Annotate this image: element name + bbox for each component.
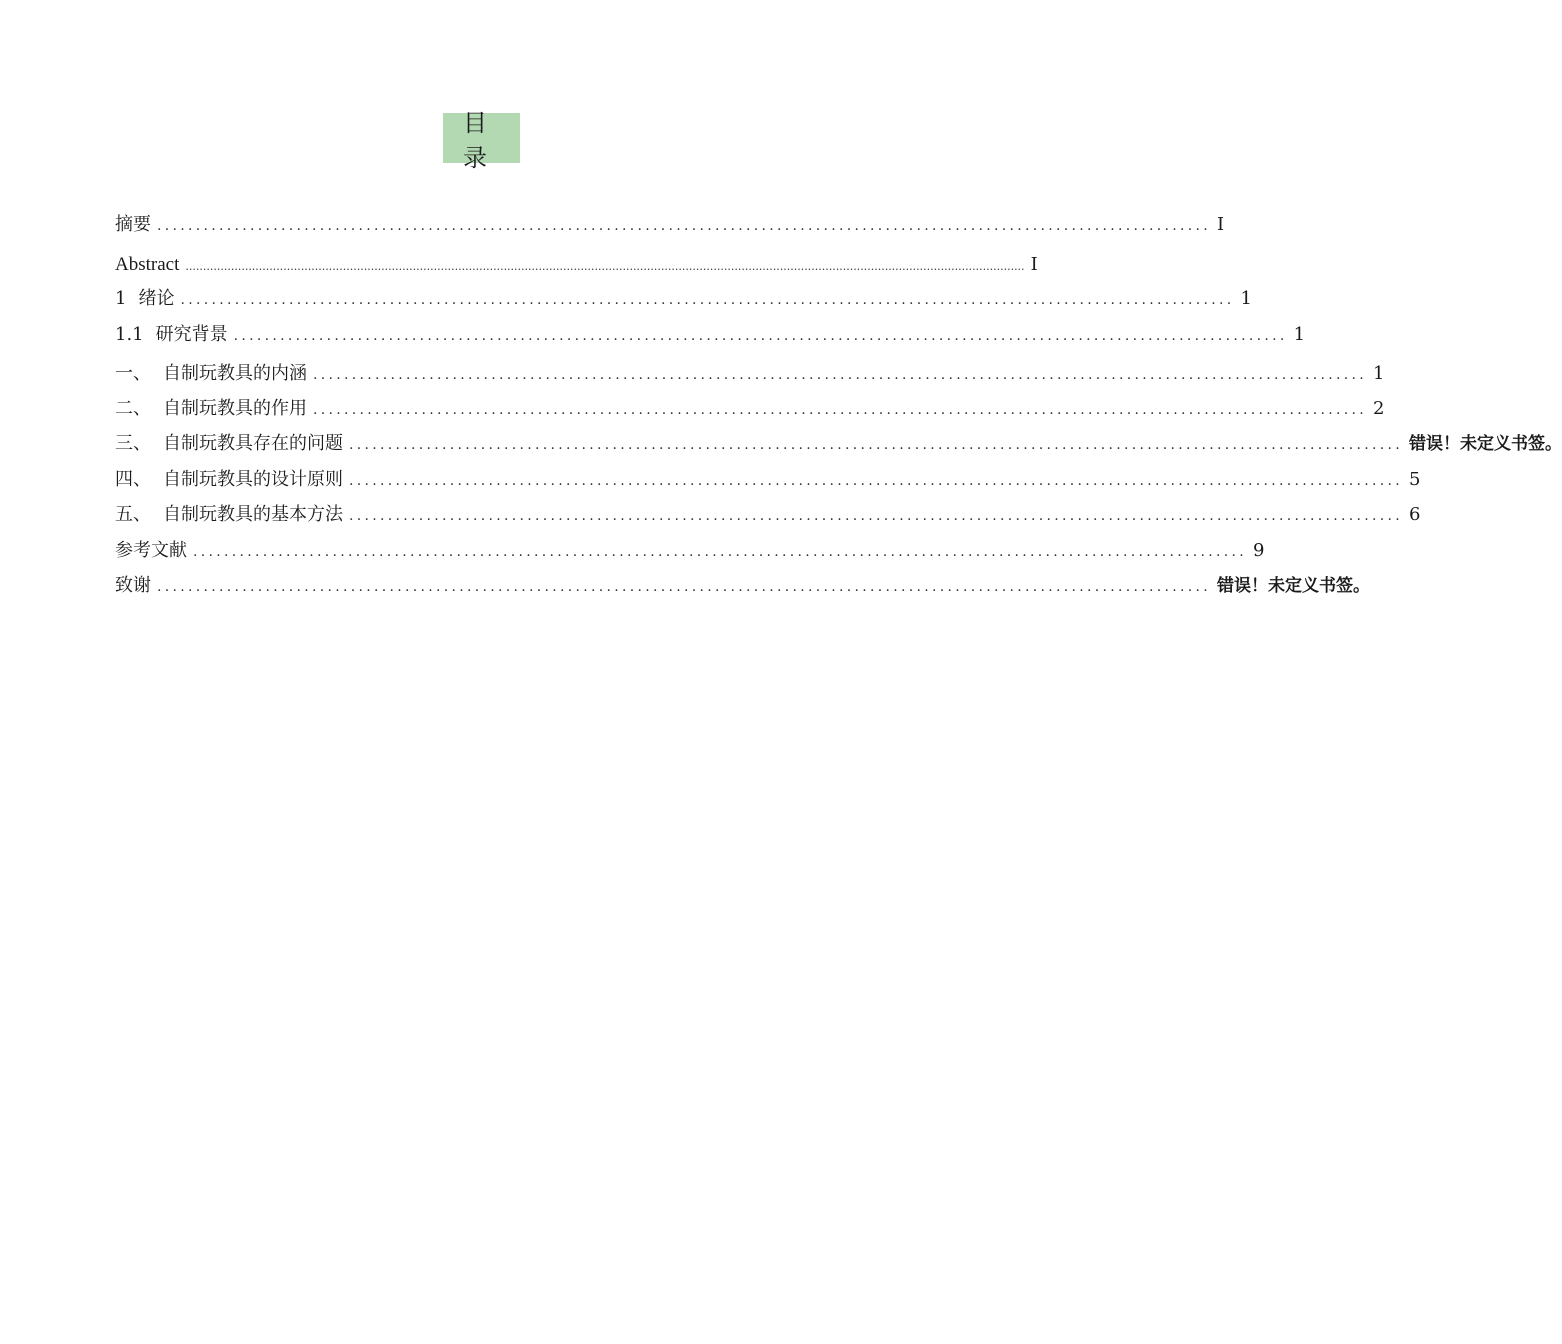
toc-title: 目 录 xyxy=(443,113,520,163)
toc-entry-design-principles[interactable] xyxy=(115,468,1421,492)
dot-leader: ........................................................................................................................................ xyxy=(233,328,1288,344)
toc-entry-number: 三、 xyxy=(115,433,151,454)
toc-entry-references[interactable] xyxy=(115,539,1265,563)
toc-entry-label: 致谢 xyxy=(115,575,151,596)
toc-entry-function[interactable] xyxy=(115,397,1385,421)
toc-entry-abstract[interactable] xyxy=(115,253,1038,277)
dot-leader: ........................................................................................................................................ xyxy=(313,367,1368,383)
toc-entry-background[interactable] xyxy=(115,323,1306,347)
toc-entry-number: 五、 xyxy=(115,504,151,525)
dot-leader: ........................................................................................................................................ xyxy=(349,508,1404,524)
toc-entry-page: 9 xyxy=(1253,540,1265,561)
toc-entry-label: 摘要 xyxy=(115,214,151,235)
toc-entry-label: 自制玩教具的基本方法 xyxy=(163,504,343,525)
toc-entry-page: 1 xyxy=(1293,324,1306,345)
toc-entry-page-error: 错误！未定义书签。 xyxy=(1409,434,1562,454)
toc-entry-page: 2 xyxy=(1373,398,1385,419)
toc-entry-label: 自制玩教具的内涵 xyxy=(163,363,307,384)
toc-entry-acknowledgements[interactable] xyxy=(115,574,1371,598)
dot-leader: ........................................................................................................................................ xyxy=(180,292,1235,308)
dot-leader: ................................................................................................................................................................................................................................................ xyxy=(185,260,1025,273)
dot-leader: ........................................................................................................................................ xyxy=(157,579,1212,595)
dot-leader: ........................................................................................................................................ xyxy=(313,402,1368,418)
dot-leader: ........................................................................................................................................ xyxy=(193,544,1248,560)
toc-entry-label: 自制玩教具的设计原则 xyxy=(163,469,343,490)
toc-entry-basic-methods[interactable] xyxy=(115,503,1421,527)
toc-entry-number: 一、 xyxy=(115,363,151,384)
toc-entry-abstract-cn[interactable] xyxy=(115,213,1225,237)
toc-entry-problems[interactable] xyxy=(115,432,1562,456)
toc-entry-page: 1 xyxy=(1373,363,1385,384)
toc-entry-label: 研究背景 xyxy=(155,324,228,345)
toc-entry-page: I xyxy=(1030,254,1038,275)
toc-entry-label: Abstract xyxy=(115,254,180,275)
toc-entry-page: 1 xyxy=(1240,288,1252,309)
toc-entry-label: 自制玩教具的作用 xyxy=(163,398,307,419)
toc-entry-label: 自制玩教具存在的问题 xyxy=(163,433,343,454)
toc-entry-page: I xyxy=(1217,214,1225,235)
dot-leader: ........................................................................................................................................ xyxy=(349,473,1404,489)
toc-entry-introduction[interactable] xyxy=(115,287,1252,311)
toc-entry-page: 6 xyxy=(1409,504,1421,525)
toc-entry-number: 1.1 xyxy=(115,324,144,345)
dot-leader: ........................................................................................................................................ xyxy=(157,218,1212,234)
toc-entry-connotation[interactable] xyxy=(115,362,1385,386)
toc-entry-number: 二、 xyxy=(115,398,151,419)
toc-entry-label: 参考文献 xyxy=(115,540,187,561)
toc-entry-label: 绪论 xyxy=(138,288,175,309)
dot-leader: ........................................................................................................................................ xyxy=(349,437,1404,453)
toc-entry-page-error: 错误！未定义书签。 xyxy=(1217,576,1371,596)
toc-entry-page: 5 xyxy=(1409,469,1421,490)
toc-entry-number: 1 xyxy=(115,288,127,309)
toc-entry-number: 四、 xyxy=(115,469,151,490)
